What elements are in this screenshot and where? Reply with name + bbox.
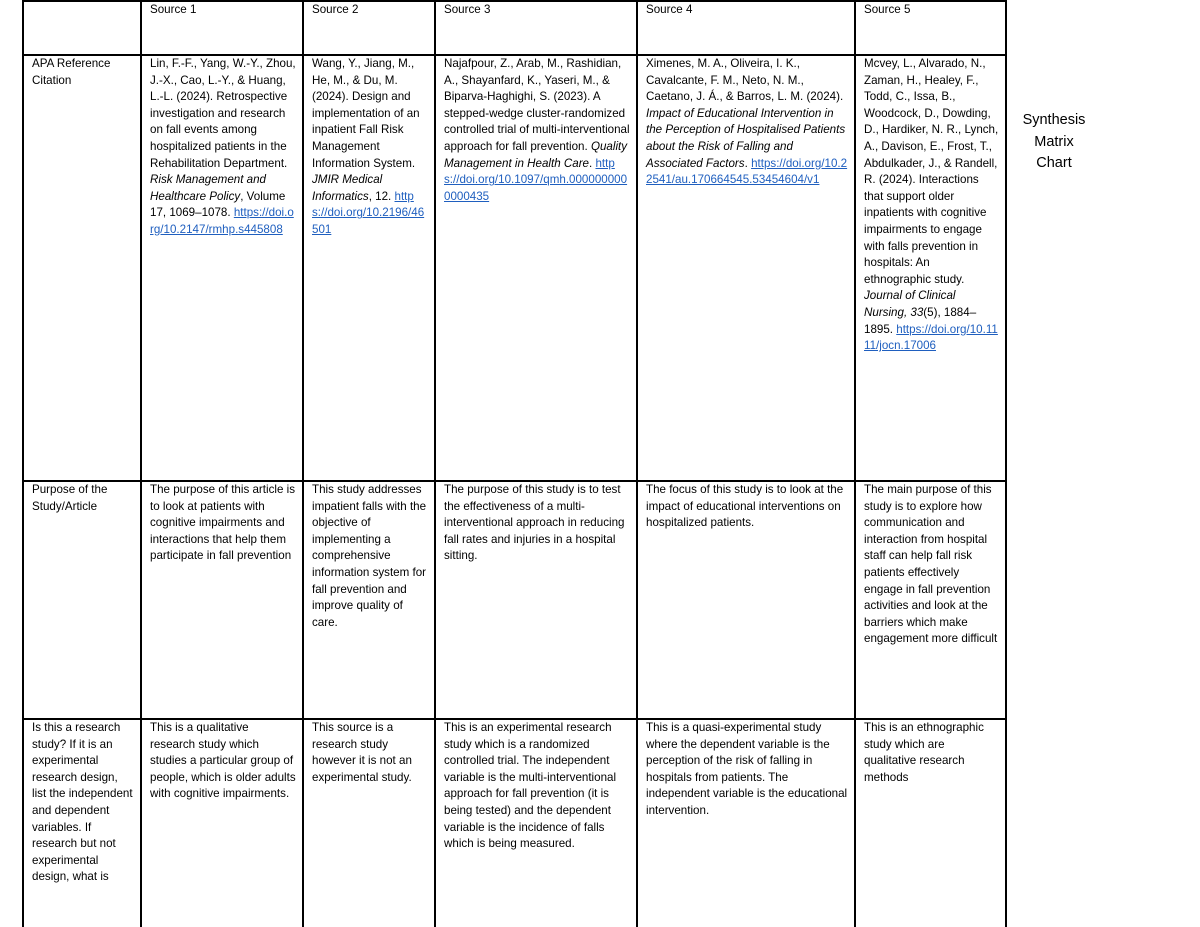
synthesis-matrix-chart-title: Synthesis Matrix Chart: [1022, 112, 1086, 171]
header-row: [23, 1, 1006, 55]
doi-link[interactable]: https://doi.org/10.2196/46501: [312, 189, 425, 236]
row-label-research: Is this a research study? If it is an experimental research design, list the independent and dependent variables. If research but not experimental design, what is: [23, 719, 141, 927]
doi-link[interactable]: https://doi.org/10.2147/rmhp.s445808: [150, 206, 294, 236]
citation-cell-source-5: Mcvey, L., Alvarado, N., Zaman, H., Healey, F., Todd, C., Issa, B., Woodcock, D., Dowding, D., Hardiker, N. R., Lynch, A., Davison, E., Frost, T., Abdulkader, J., & Randell, R. (2024). Interactions that support older inpatients with cognitive impairments to engage with falls prevention in hospitals: An ethnographic study. Journal of Clinical Nursing, 33(5), 1884–1895. https://doi.org/10.1111/jocn.17006: [855, 55, 1006, 481]
research-cell-source-4: This is a quasi-experimental study where the dependent variable is the perception of the risk of falling in hospitals from patients. The independent variable is the educational intervention.: [637, 719, 855, 927]
citation-cell-source-3: Najafpour, Z., Arab, M., Rashidian, A., Shayanfard, K., Yaseri, M., & Biparva-Haghighi, S. (2023). A stepped-wedge cluster-randomized controlled trial of multi-interventional approach for fall prevention. Quality Management in Health Care. https://doi.org/10.1097/qmh.0000000000000435: [435, 55, 637, 481]
synthesis-matrix-table: [22, 0, 1007, 927]
research-cell-source-2: This source is a research study however it is not an experimental study.: [303, 719, 435, 927]
doi-link[interactable]: https://doi.org/10.1111/jocn.17006: [864, 322, 998, 353]
row-label-purpose: Purpose of the Study/Article: [23, 481, 141, 719]
header-cell-source-2: Source 2: [303, 1, 435, 55]
purpose-cell-source-5: The main purpose of this study is to explore how communication and interaction from hospital staff can help fall risk patients effectively engage in fall prevention activities and look at the barriers which make engagement more difficult: [855, 481, 1006, 719]
doi-link[interactable]: https://doi.org/10.22541/au.170664545.53454604/v1: [646, 156, 848, 187]
header-cell-source-5: Source 5: [855, 1, 1006, 55]
purpose-row: [23, 481, 1006, 719]
citation-cell-source-4: Ximenes, M. A., Oliveira, I. K., Cavalcante, F. M., Neto, N. M., Caetano, J. Á., & Barros, L. M. (2024). Impact of Educational Intervention in the Perception of Hospitalised Patients about the Risk of Falling and Associated Factors. https://doi.org/10.22541/au.170664545.53454604/v1: [637, 55, 855, 481]
purpose-cell-source-4: The focus of this study is to look at the impact of educational interventions on hospitalized patients.: [637, 481, 855, 719]
research-cell-source-3: This is an experimental research study which is a randomized controlled trial. The independent variable is the multi-interventional approach for fall prevention (it is being tested) and the dependent variable is the incidence of falls which is being measured.: [435, 719, 637, 927]
purpose-cell-source-1: The purpose of this article is to look at patients with cognitive impairments and interactions that help them participate in fall prevention: [141, 481, 303, 719]
header-cell-source-1: Source 1: [141, 1, 303, 55]
header-cell-empty: [23, 1, 141, 55]
row-label-reference: APA Reference Citation: [23, 55, 141, 481]
research-cell-source-1: This is a qualitative research study which studies a particular group of people, which is older adults with cognitive impairments.: [141, 719, 303, 927]
doi-link[interactable]: https://doi.org/10.1097/qmh.0000000000000435: [444, 156, 628, 203]
journal-title: Journal of Clinical Nursing, 33: [864, 289, 956, 319]
header-cell-source-4: Source 4: [637, 1, 855, 55]
purpose-cell-source-2: This study addresses impatient falls with the objective of implementing a comprehensive information system for fall prevention and improve quality of care.: [303, 481, 435, 719]
research-type-row: [23, 719, 1006, 927]
reference-row: [23, 55, 1006, 481]
journal-title: Quality Management in Health Care: [444, 139, 628, 170]
journal-title: Risk Management and Healthcare Policy: [150, 173, 266, 203]
purpose-cell-source-3: The purpose of this study is to test the effectiveness of a multi-interventional approach in reducing fall rates and injuries in a hospital sitting.: [435, 481, 637, 719]
journal-title: JMIR Medical Informatics: [312, 173, 383, 203]
article-title: Impact of Educational Intervention in the Perception of Hospitalised Patients about the Risk of Falling and Associated Factors: [646, 106, 846, 170]
research-cell-source-5: This is an ethnographic study which are qualitative research methods: [855, 719, 1006, 927]
header-cell-source-3: Source 3: [435, 1, 637, 55]
citation-cell-source-2: Wang, Y., Jiang, M., He, M., & Du, M. (2024). Design and implementation of an inpatient Fall Risk Management Information System. JMIR Medical Informatics, 12. https://doi.org/10.2196/46501: [303, 55, 435, 481]
citation-cell-source-1: Lin, F.-F., Yang, W.-Y., Zhou, J.-X., Cao, L.-Y., & Huang, L.-L. (2024). Retrospective investigation and research on fall events among hospitalized patients in the Rehabilitation Department. Risk Management and Healthcare Policy, Volume 17, 1069–1078. https://doi.org/10.2147/rmhp.s445808: [141, 55, 303, 481]
